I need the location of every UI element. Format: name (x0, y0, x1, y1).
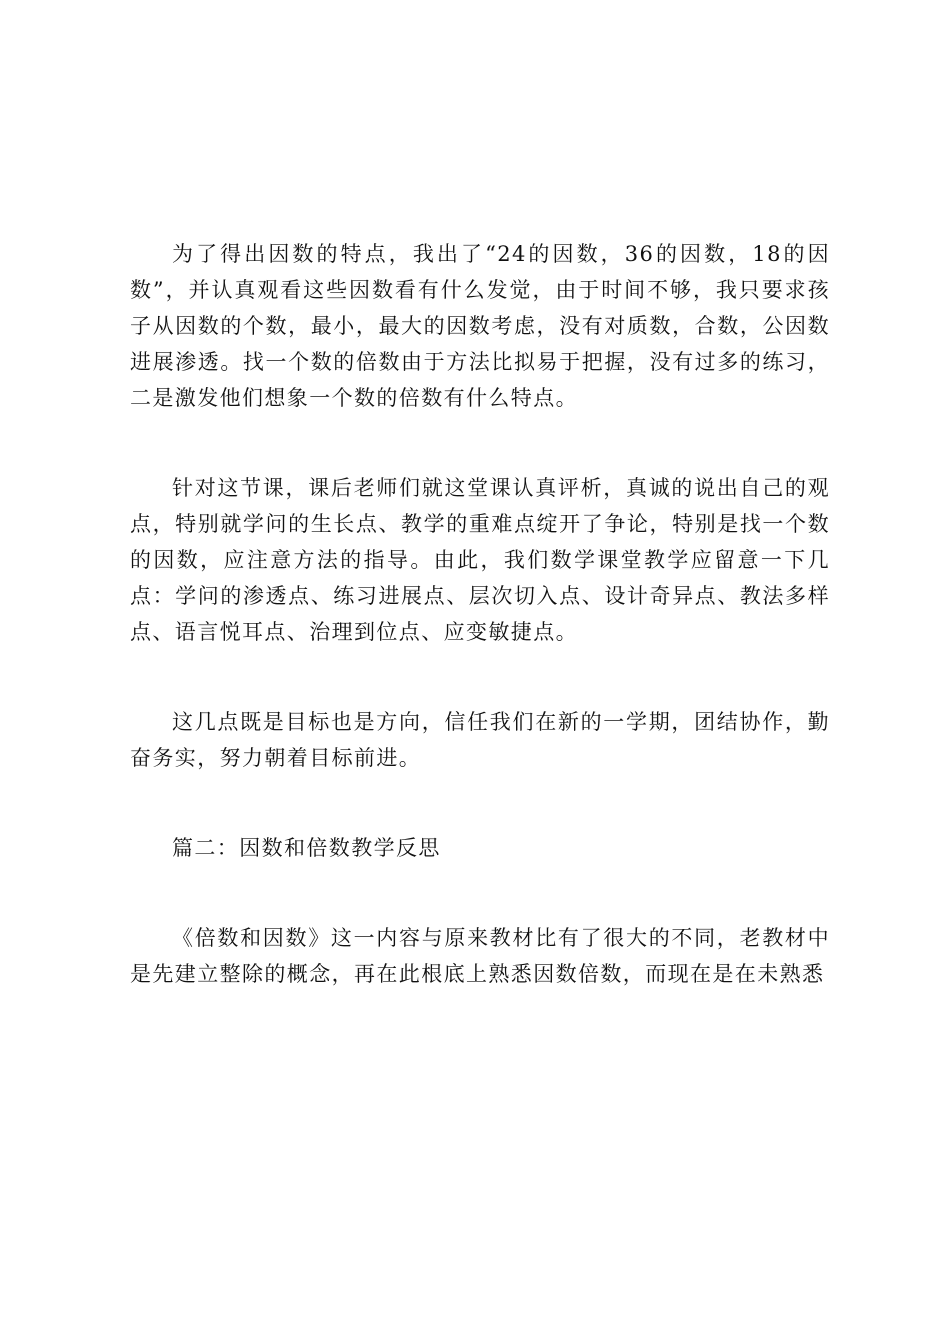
paragraph-multiples-factors-intro: 《倍数和因数》这一内容与原来教材比有了很大的不同，老教材中是先建立整除的概念，再在此根底上熟悉因数倍数，而现在是在未熟悉 (130, 926, 830, 986)
document-page (130, 236, 830, 992)
section-heading: 篇二：因数和倍数教学反思 (172, 836, 441, 860)
paragraph-factor-features: 为了得出因数的特点，我出了“24的因数，36的因数，18的因数”，并认真观看这些因数看有什么发觉，由于时间不够，我只要求孩子从因数的个数，最小，最大的因数考虑，没有对质数，合数，公因数进展渗透。找一个数的倍数由于方法比拟易于把握，没有过多的练习，二是激发他们想象一个数的倍数有什么特点。 (130, 242, 830, 410)
paragraph-goals: 这几点既是目标也是方向，信任我们在新的一学期，团结协作，勤奋务实，努力朝着目标前进。 (130, 710, 830, 770)
paragraph-lesson-review: 针对这节课，课后老师们就这堂课认真评析，真诚的说出自己的观点，特别就学问的生长点、教学的重难点绽开了争论，特别是找一个数的因数，应注意方法的指导。由此，我们数学课堂教学应留意一下几点：学问的渗透点、练习进展点、层次切入点、设计奇异点、教法多样点、语言悦耳点、治理到位点、应变敏捷点。 (130, 476, 830, 644)
